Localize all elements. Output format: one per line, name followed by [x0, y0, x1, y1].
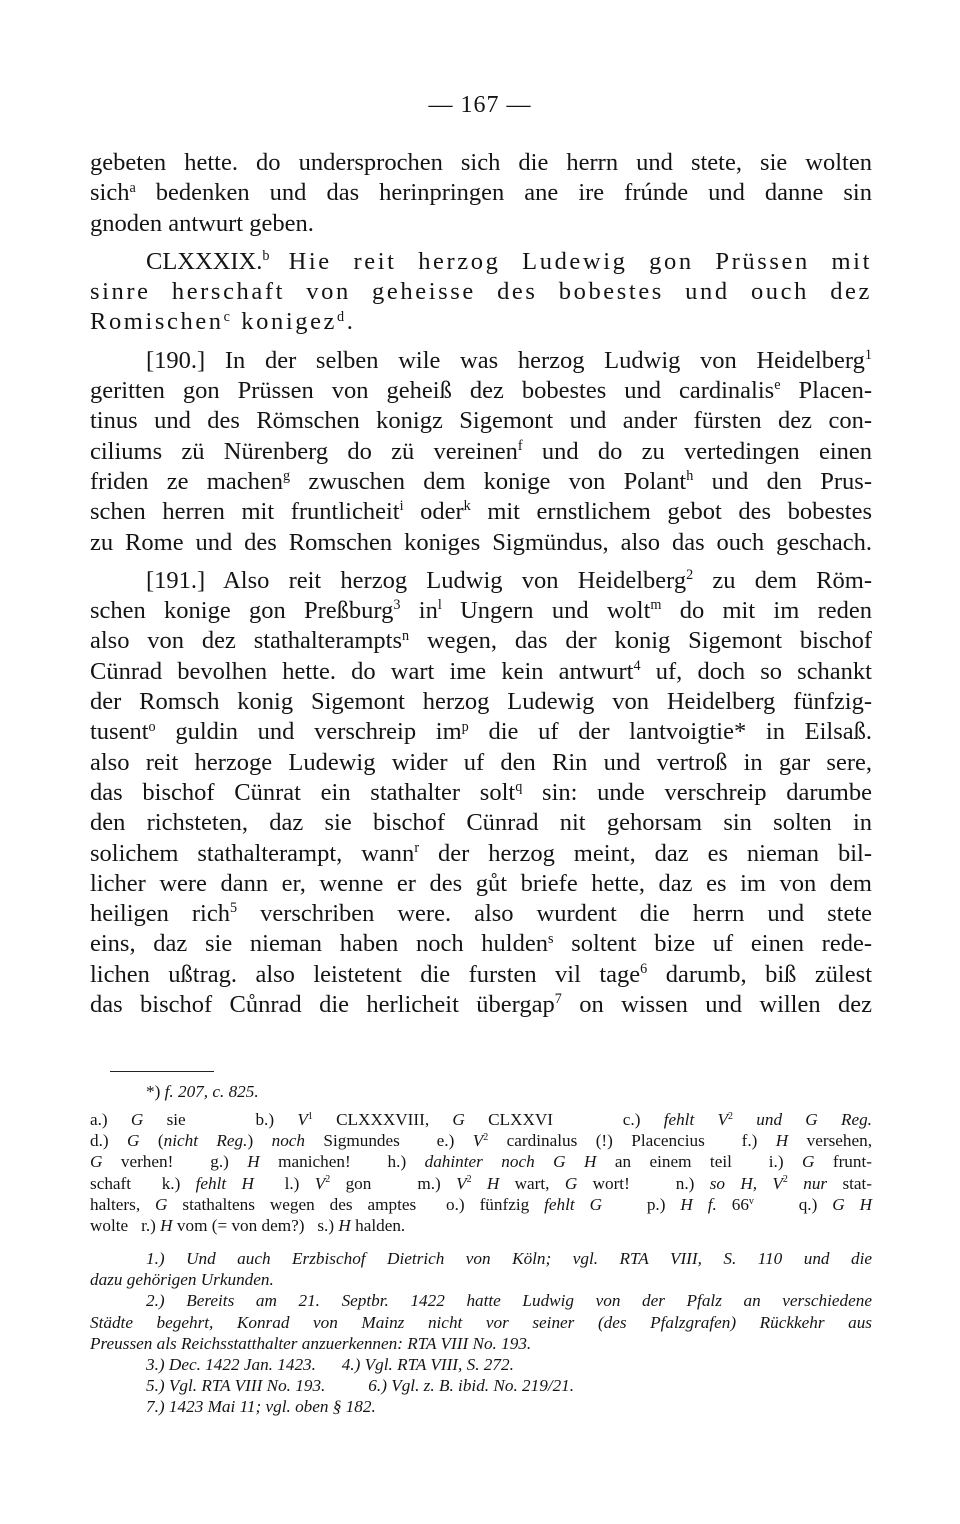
- variant-note-line: schaft k.) fehlt H l.) $V^2$ gon m.) $V^2$ H wart, G wort! n.) so H, $V^2$ nur stat-: [90, 1173, 873, 1193]
- text-line: Romischen$^c$ konigez$^d$.: [90, 308, 356, 336]
- text-line: solichem stathalterampt, wann$^r$ der herzog meint, daz es nieman bil-: [90, 839, 872, 867]
- text-line: tinus und des Römschen konigz Sigemont und ander fürsten dez con-: [90, 407, 872, 435]
- footnote-divider: [110, 1071, 214, 1072]
- source-note-line: 3.) Dec. 1422 Jan. 1423. 4.) Vgl. RTA VIII, S. 272.: [146, 1354, 514, 1374]
- text-line: ciliums zü Nürenberg do zü vereinen$^f$ und do zu vertedingen einen: [90, 437, 873, 465]
- source-note-line: 2.) Bereits am 21. Septbr. 1422 hatte Ludwig von der Pfalz an verschiedene: [146, 1291, 872, 1311]
- text-line: das bischof Cůnrad die herlicheit übergap$^7$ on wissen und willen dez: [90, 991, 873, 1019]
- variant-note-line: a.) G sie b.) $V^1$ CLXXXVIII, G CLXXVI c.) fehlt $V^2$ und G Reg.: [90, 1110, 872, 1129]
- source-note-line: 1.) Und auch Erzbischof Dietrich von Köln; vgl. RTA VIII, S. 110 und die: [146, 1249, 872, 1268]
- text-line: gnoden antwurt geben.: [90, 209, 314, 237]
- source-note-line: dazu gehörigen Urkunden.: [90, 1270, 274, 1290]
- text-line: sich$^a$ bedenken und das herinpringen ane ire frúnde und danne sin: [90, 179, 872, 207]
- source-note-line: Städte begehrt, Konrad von Mainz nicht vor seiner (des Pfalzgrafen) Rückkehr aus: [90, 1312, 872, 1332]
- variant-note-line: d.) G (nicht Reg.) noch Sigmundes e.) $V^2$ cardinalus (!) Placencius f.) H versehen,: [90, 1131, 873, 1151]
- source-note-line: Preussen als Reichsstatthalter anzuerkennen: RTA VIII No. 193.: [90, 1333, 532, 1353]
- text-line: gebeten hette. do undersprochen sich die herrn und stete, sie wolten: [90, 149, 872, 176]
- page-number: — 167 —: [428, 92, 532, 118]
- text-line: den richsteten, daz sie bischof Cünrad nit gehorsam sin solten in: [90, 809, 872, 837]
- text-line: das bischof Cünrat ein stathalter solt$^q$ sin: unde verschreip darumbe: [90, 778, 872, 806]
- text-line: licher were dann er, wenne er des gůt briefe hette, daz es im von dem: [90, 869, 872, 897]
- text-line: [191.] Also reit herzog Ludwig von Heidelberg$^2$ zu dem Röm-: [146, 566, 872, 594]
- variant-note-line: G verhen! g.) H manichen! h.) dahinter noch G H an einem teil i.) G frunt-: [90, 1152, 872, 1172]
- text-line: zu Rome und des Romschen koniges Sigmündus, also das ouch geschach.: [90, 528, 872, 556]
- text-line: also von dez stathalterampts$^n$ wegen, das der konig Sigemont bischof: [90, 627, 872, 655]
- variant-note-line: halters, G stathaltens wegen des amptes o.) fünfzig fehlt G p.) H f. 66$^v$ q.) G H: [90, 1194, 872, 1214]
- text-line: schen herren mit fruntlicheit$^i$ oder$^k$ mit ernstlichem gebot des bobestes: [90, 498, 872, 526]
- text-line: Cünrad bevolhen hette. do wart ime kein antwurt$^4$ uf, doch so schankt: [90, 657, 872, 685]
- source-note-line: 5.) Vgl. RTA VIII No. 193. 6.) Vgl. z. B. ibid. No. 219/21.: [146, 1376, 575, 1396]
- text-line: sinre herschaft von geheisse des bobestes und ouch dez: [90, 278, 872, 306]
- source-footnotes: [90, 1248, 872, 1418]
- text-line: CLXXXIX.$^b$ Hie reit herzog Ludewig gon Prüssen mit: [146, 247, 872, 275]
- variant-footnotes: [90, 1109, 872, 1236]
- text-line: schen konige gon Preßburg$^3$ $in^l$ Ungern und wolt$^m$ do mit im reden: [90, 597, 872, 625]
- text-line: heiligen rich$^5$ verschriben were. also wurdent die herrn und stete: [90, 900, 872, 928]
- main-text: [90, 148, 872, 1020]
- text-line: der Romsch konig Sigemont herzog Ludewig von Heidelberg fünfzig-: [90, 688, 872, 716]
- text-line: tusent$^o$ guldin und verschreip $im^p$ die uf der lantvoigtie* in Eilsaß.: [90, 718, 873, 746]
- text-line: eins, daz sie nieman haben noch hulden$^s$ soltent bize uf einen rede-: [90, 930, 872, 958]
- asterisk-footnote: [90, 1081, 872, 1102]
- asterisk-note-line: *) f. 207, c. 825.: [146, 1082, 259, 1101]
- source-note-line: 7.) 1423 Mai 11; vgl. oben § 182.: [146, 1397, 376, 1417]
- text-line: [190.] In der selben wile was herzog Ludwig von Heidelberg$^1$: [146, 346, 872, 374]
- variant-note-line: wolte r.) H vom (= von dem?) s.) H halden.: [90, 1215, 406, 1235]
- text-line: also reit herzoge Ludewig wider uf den Rin und vertroß in gar sere,: [90, 748, 872, 776]
- text-line: geritten gon Prüssen von geheiß dez bobestes und cardinalis$^e$ Placen-: [90, 377, 872, 405]
- text-line: lichen ußtrag. also leistetent die fursten vil tage$^6$ darumb, biß zülest: [90, 960, 873, 988]
- text-line: friden ze machen$^g$ zwuschen dem konige von Polant$^h$ und den Prus-: [90, 467, 872, 495]
